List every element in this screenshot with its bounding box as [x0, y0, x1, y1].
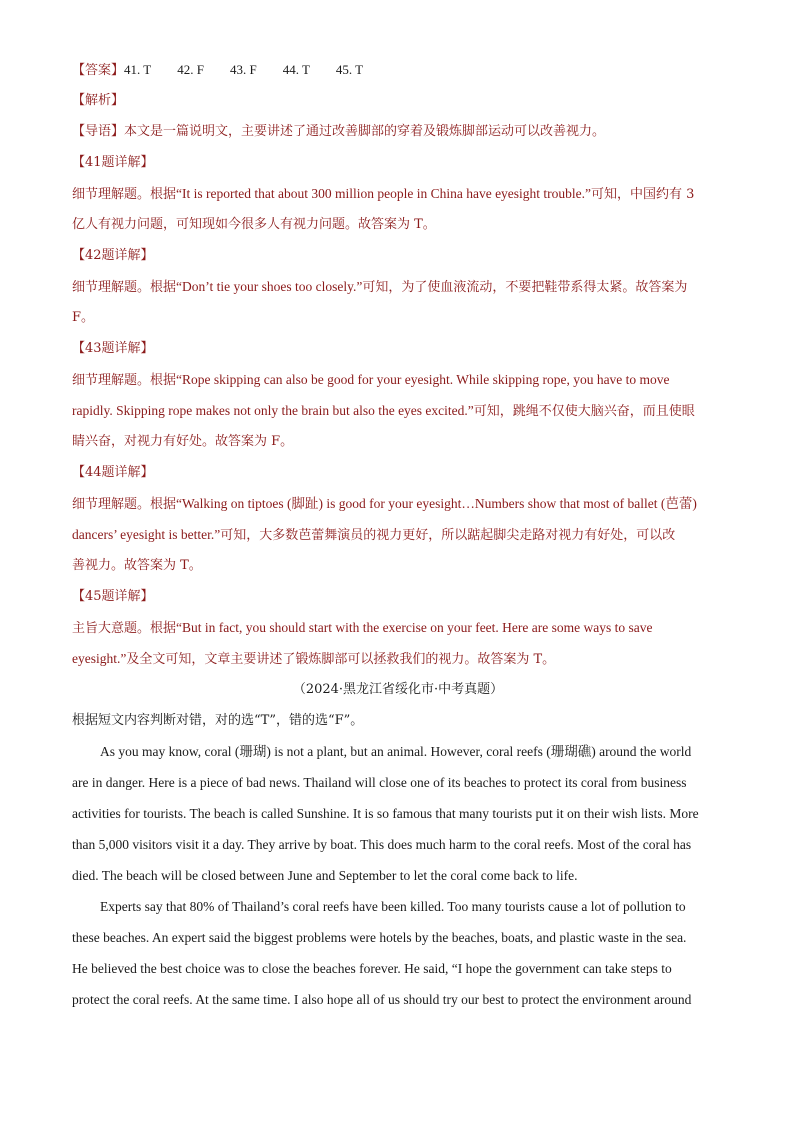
q41-line-2	[72, 209, 724, 240]
q42-line2: F。	[72, 310, 95, 325]
answer-line	[72, 54, 724, 85]
passage-p1-line-4: than 5,000 visitors visit it a day. They arrive by boat. This does much harm to the coral reefs. Most of the coral has	[72, 837, 692, 852]
q42-label: 【42题详解】	[72, 248, 154, 263]
q42-quote: “Don’t tie your shoes too closely.”	[176, 279, 363, 294]
guide-line	[72, 116, 724, 147]
q41-heading	[72, 147, 724, 178]
analysis-label: 【解析】	[72, 93, 125, 108]
answer-41: 41. T	[124, 62, 152, 77]
passage-p1-line-5: died. The beach will be closed between June and September to let the coral come back to life.	[72, 868, 578, 883]
passage-p2-line-2: these beaches. An expert said the biggest problems were hotels by the beaches, boats, and plastic waste in the sea.	[72, 930, 687, 945]
q42-line-1	[72, 271, 724, 302]
q43-post: 可知，跳绳不仅使大脑兴奋，而且使眼	[473, 404, 695, 419]
q43-line-3	[72, 426, 724, 457]
q43-line-2	[72, 395, 724, 426]
q43-quote-1: “Rope skipping can also be good for your eyesight. While skipping rope, you have to move	[176, 372, 670, 387]
q42-post: 可知，为了使血液流动，不要把鞋带系得太紧。故答案为	[362, 280, 688, 295]
q43-label: 【43题详解】	[72, 341, 154, 356]
q42-heading	[72, 240, 724, 271]
q41-label: 【41题详解】	[72, 155, 154, 170]
q43-pre: 细节理解题。根据	[72, 373, 177, 388]
document-page	[72, 54, 724, 1015]
q44-quote-2: dancers’ eyesight is better.”	[72, 527, 221, 542]
answer-label: 【答案】	[72, 63, 125, 78]
answer-42: 42. F	[177, 62, 204, 77]
passage-p2-line-4: protect the coral reefs. At the same time. I also hope all of us should try our best to protect the environment around	[72, 992, 692, 1007]
passage-p1-line-2: are in danger. Here is a piece of bad news. Thailand will close one of its beaches to protect its coral from business	[72, 775, 687, 790]
q44-post: 可知，大多数芭蕾舞演员的视力更好，所以踮起脚尖走路对视力有好处，可以改	[220, 528, 676, 543]
q43-heading	[72, 333, 724, 364]
q44-line-2	[72, 519, 724, 550]
answer-45: 45. T	[335, 62, 364, 77]
q44-label: 【44题详解】	[72, 465, 154, 480]
q44-line-1	[72, 488, 724, 519]
q41-line-1	[72, 178, 724, 209]
q44-line-3	[72, 550, 724, 581]
source-text: （2024·黑龙江省绥化市·中考真题）	[292, 682, 504, 697]
q43-quote-2: rapidly. Skipping rope makes not only the brain but also the eyes excited.”	[72, 403, 474, 418]
q41-pre: 细节理解题。根据	[72, 187, 177, 202]
q41-line2: 亿人有视力问题，可知现如今很多人有视力问题。故答案为 T。	[72, 217, 436, 232]
passage-p2-line-1: Experts say that 80% of Thailand’s coral reefs have been killed. Too many tourists cause a lot of pollution to	[100, 899, 686, 914]
q45-pre: 主旨大意题。根据	[72, 621, 177, 636]
q45-label: 【45题详解】	[72, 589, 154, 604]
q45-line-2	[72, 643, 724, 674]
answer-44: 44. T	[282, 62, 310, 77]
q41-quote: “It is reported that about 300 million people in China have eyesight trouble.”	[176, 186, 592, 201]
q44-quote-1: “Walking on tiptoes (脚趾) is good for your eyesight…Numbers show that most of ballet (芭蕾)	[176, 496, 697, 511]
q43-line3: 睛兴奋，对视力有好处。故答案为 F。	[72, 434, 294, 449]
analysis-heading	[72, 85, 724, 116]
passage-p1-line-3: activities for tourists. The beach is called Sunshine. It is so famous that many tourists put it on their wish lists. More	[72, 806, 699, 821]
q43-line-1	[72, 364, 724, 395]
passage-p2-line-3: He believed the best choice was to close the beaches forever. He said, “I hope the government can take steps to	[72, 961, 672, 976]
q45-post: 及全文可知，文章主要讲述了锻炼脚部可以拯救我们的视力。故答案为 T。	[126, 652, 556, 667]
guide-label: 【导语】	[72, 124, 125, 139]
source-line	[72, 674, 724, 705]
instruction-text: 根据短文内容判断对错，对的选“T”，错的选“F”。	[72, 713, 364, 728]
q45-quote-2: eyesight.”	[72, 651, 127, 666]
q42-line-2	[72, 302, 724, 333]
guide-text: 本文是一篇说明文，主要讲述了通过改善脚部的穿着及锻炼脚部运动可以改善视力。	[124, 124, 606, 139]
q44-pre: 细节理解题。根据	[72, 497, 177, 512]
answer-43: 43. F	[229, 62, 257, 77]
q45-quote-1: “But in fact, you should start with the exercise on your feet. Here are some ways to save	[176, 620, 653, 635]
q44-line3: 善视力。故答案为 T。	[72, 558, 202, 573]
passage-p1-line-1: As you may know, coral (珊瑚) is not a plant, but an animal. However, coral reefs (珊瑚礁) around the world	[100, 744, 692, 759]
q45-line-1	[72, 612, 724, 643]
q44-heading	[72, 457, 724, 488]
q41-post: 可知，中国约有 3	[591, 187, 695, 202]
q42-pre: 细节理解题。根据	[72, 280, 177, 295]
instruction-line	[72, 705, 724, 736]
q45-heading	[72, 581, 724, 612]
